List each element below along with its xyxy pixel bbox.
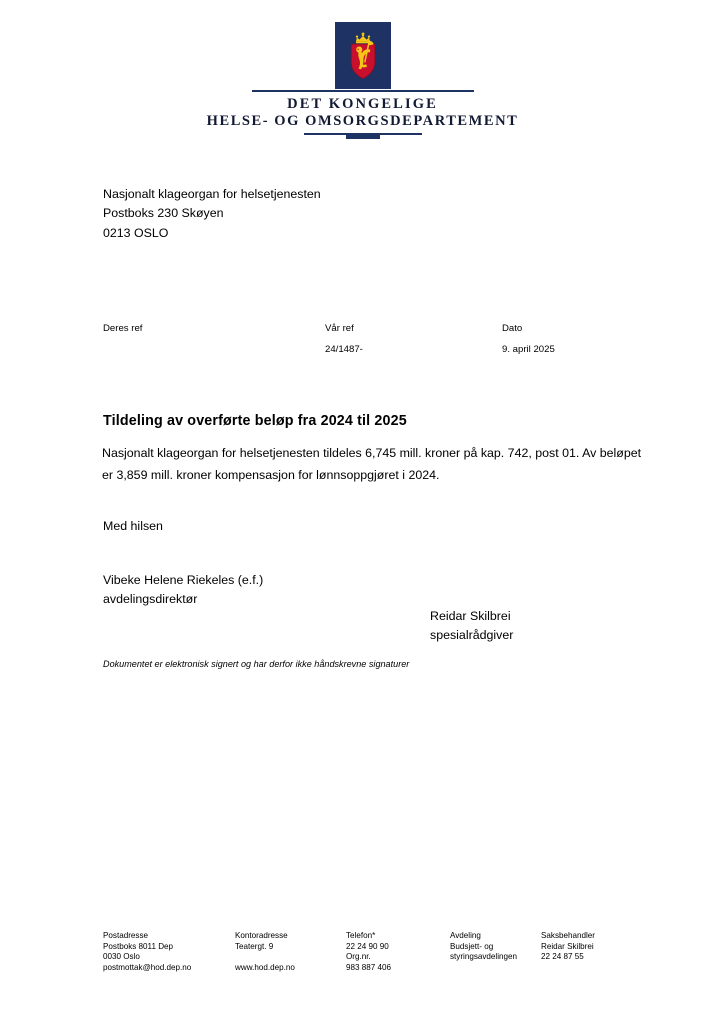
- var-ref-value: 24/1487-: [325, 344, 363, 355]
- footer-column-line3: styringsavdelingen: [450, 952, 518, 962]
- footer-column-kontoradresse: [235, 931, 295, 973]
- footer-column-line2: Reidar Skilbrei: [541, 941, 594, 951]
- recipient-street: Postboks 230 Skøyen: [103, 206, 224, 221]
- footer-column-header: Avdeling: [450, 931, 481, 940]
- letter-body: Nasjonalt klageorgan for helsetjenesten tildeles 6,745 mill. kroner på kap. 742, post 01. Av beløpet er 3,859 mill. kroner kompensasjon for lønnsoppgjøret i 2024.: [102, 446, 642, 482]
- deres-ref-label: Deres ref: [103, 323, 143, 334]
- footer-column-line3: Org.nr.: [346, 952, 371, 962]
- recipient-address: [103, 185, 321, 243]
- letter-heading: Tildeling av overførte beløp fra 2024 til 2025: [103, 413, 407, 429]
- recipient-city: 0213 OSLO: [103, 225, 169, 240]
- deres-ref-column: [103, 319, 142, 340]
- footer-column-line3: 0030 Oslo: [103, 952, 140, 962]
- footer-column-line4: postmottak@hod.dep.no: [103, 962, 192, 972]
- var-ref-column: [325, 319, 363, 360]
- footer-column-line2: 22 24 90 90: [346, 941, 389, 951]
- crest-background: [335, 22, 391, 89]
- signature-block-left: [103, 571, 263, 610]
- footer-column-header: Saksbehandler: [541, 931, 595, 940]
- logo-line-two: HELSE- OG OMSORGSDEPARTEMENT: [206, 113, 519, 129]
- dato-column: [502, 319, 555, 360]
- signature-block-right: [430, 607, 513, 646]
- footer-column-line2: Teatergt. 9: [235, 941, 274, 951]
- footer-column-header: Telefon*: [346, 931, 376, 940]
- signatory-right-name: Reidar Skilbrei: [430, 609, 511, 623]
- letterhead: [0, 22, 725, 139]
- recipient-name: Nasjonalt klageorgan for helsetjenesten: [103, 187, 321, 201]
- dato-label: Dato: [502, 323, 523, 334]
- electronic-signature-note: Dokumentet er elektronisk signert og har derfor ikke håndskrevne signaturer: [103, 659, 410, 669]
- signatory-left-title: avdelingsdirektør: [103, 592, 198, 607]
- footer-column-telefon: [346, 931, 391, 973]
- signatory-left-name: Vibeke Helene Riekeles (e.f.): [103, 573, 264, 587]
- footer-column-header: Kontoradresse: [235, 931, 288, 940]
- letter-closing: Med hilsen: [103, 519, 163, 533]
- footer-column-postadresse: [103, 931, 191, 973]
- footer-column-avdeling: [450, 931, 517, 963]
- footer-column-line4: 983 887 406: [346, 962, 392, 972]
- footer-column-saksbehandler: [541, 931, 595, 963]
- footer-column-line2: Budsjett- og: [450, 941, 494, 951]
- norwegian-coat-of-arms-icon: [346, 32, 380, 80]
- dato-value: 9. april 2025: [502, 344, 555, 355]
- logo-bottom-block: [346, 133, 380, 139]
- var-ref-label: Vår ref: [325, 323, 354, 334]
- footer-column-line2: Postboks 8011 Dep: [103, 941, 174, 951]
- page-footer: [0, 931, 725, 991]
- footer-column-line4: www.hod.dep.no: [235, 962, 295, 972]
- footer-column-line3: 22 24 87 55: [541, 952, 584, 962]
- logo-line-one: DET KONGELIGE: [287, 96, 438, 112]
- footer-column-header: Postadresse: [103, 931, 148, 940]
- signatory-right-title: spesialrådgiver: [430, 628, 514, 643]
- logo-top-rule: [252, 90, 474, 92]
- logo-text: [207, 96, 519, 130]
